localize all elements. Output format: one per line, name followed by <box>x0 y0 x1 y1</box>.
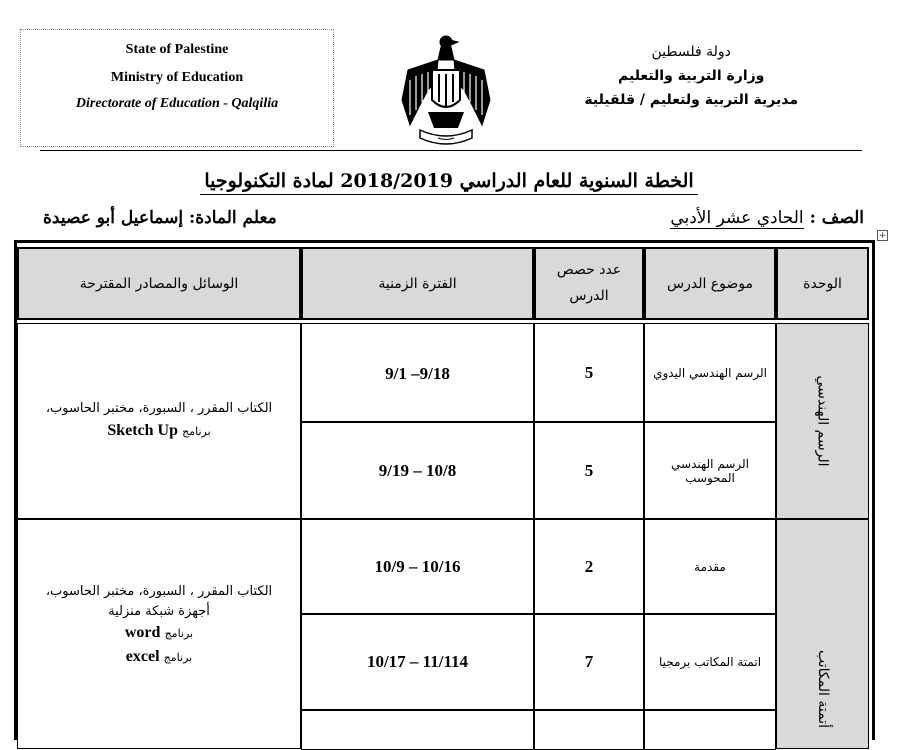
resources-cell <box>17 519 301 749</box>
header-resources: الوسائل والمصادر المقترحة <box>17 247 301 320</box>
program-name: Sketch Up <box>107 421 178 439</box>
period-cell: 10/17 – 11/114 <box>301 614 534 710</box>
table-move-handle-icon[interactable]: + <box>878 231 887 241</box>
ar-ministry: وزارة التربية والتعليم <box>618 68 765 84</box>
program-label: برنامج <box>164 627 194 640</box>
ar-state: دولة فلسطين <box>651 44 731 60</box>
en-ministry: Ministry of Education <box>110 70 244 85</box>
plan-table <box>14 240 875 740</box>
count-cell: 7 <box>534 614 644 710</box>
header-divider <box>40 150 862 151</box>
resources-line: أجهزة شبكة منزلية <box>108 603 210 619</box>
document-title: الخطة السنوية للعام الدراسي 2018/2019 لمادة التكنولوجيا <box>0 170 898 192</box>
topic-cell: مقدمة <box>644 519 776 614</box>
en-state: State of Palestine <box>125 42 229 57</box>
header-unit: الوحدة <box>776 247 869 320</box>
period-cell: 9/1 –9/18 <box>301 323 534 422</box>
count-cell: 5 <box>534 422 644 519</box>
ar-directorate: مديرية التربية ولتعليم / قلقيلية <box>584 92 798 108</box>
period-cell: 9/19 – 10/8 <box>301 422 534 519</box>
grade-line <box>670 208 864 228</box>
topic-cell: الرسم الهندسي اليدوي <box>644 323 776 422</box>
resources-cell <box>17 323 301 519</box>
palestine-eagle-emblem-icon <box>398 30 494 152</box>
program-label: برنامج <box>163 651 193 664</box>
en-directorate: Directorate of Education - Qalqilia <box>75 96 279 111</box>
topic-cell: اتمتة المكاتب برمجيا <box>644 614 776 710</box>
program-name: word <box>124 624 161 641</box>
arabic-header <box>584 44 798 116</box>
english-header-box <box>20 29 334 147</box>
period-cell: 10/9 – 10/16 <box>301 519 534 614</box>
header-period: الفترة الزمنية <box>301 247 534 320</box>
count-cell-empty <box>534 710 644 750</box>
grade-value: الحادي عشر الأدبي <box>670 208 804 228</box>
unit-cell <box>776 519 869 749</box>
count-cell: 2 <box>534 519 644 614</box>
count-cell: 5 <box>534 323 644 422</box>
resources-line: الكتاب المقرر ، السبورة، مختبر الحاسوب، <box>45 584 273 599</box>
grade-label: الصف : <box>809 208 864 228</box>
unit-name: أتمتة المكاتب <box>814 650 831 728</box>
teacher-name: معلم المادة: إسماعيل أبو عصيدة <box>43 208 277 228</box>
topic-cell: الرسم الهندسي المحوسب <box>644 422 776 519</box>
topic-cell-empty <box>644 710 776 750</box>
unit-cell <box>776 323 869 519</box>
header-topic: موضوع الدرس <box>644 247 776 320</box>
period-cell-empty <box>301 710 534 750</box>
unit-name: الرسم الهندسي <box>814 375 831 467</box>
program-name: excel <box>125 648 160 665</box>
resources-line: الكتاب المقرر ، السبورة، مختبر الحاسوب، <box>45 401 273 417</box>
program-label: برنامج <box>182 424 211 438</box>
header-count: عدد حصص الدرس <box>534 247 644 320</box>
